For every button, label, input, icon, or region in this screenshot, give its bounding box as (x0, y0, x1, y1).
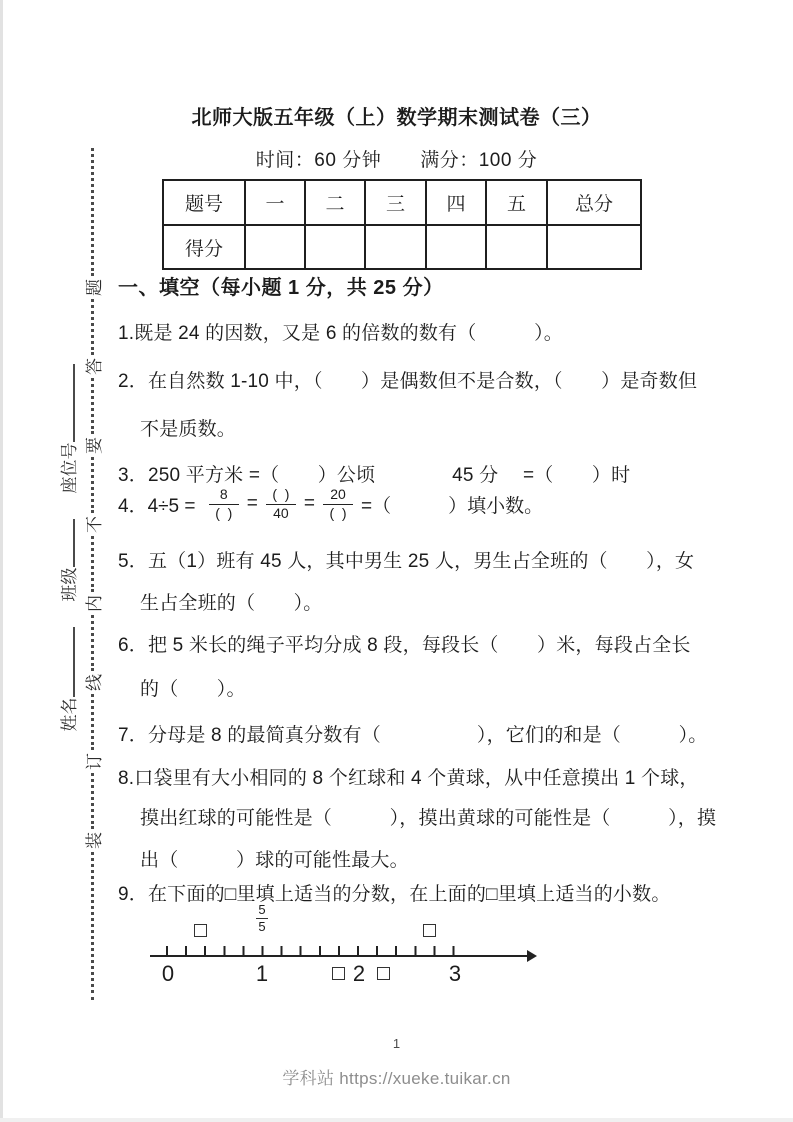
site-watermark-link[interactable]: 学科站 https://xueke.tuikar.cn (282, 1069, 511, 1088)
question-4-prefix: 4．4÷5 = (118, 495, 201, 517)
fraction-denominator: ( ) (329, 504, 347, 521)
binding-char: 线 (84, 674, 104, 691)
fraction-numerator: 20 (330, 486, 346, 503)
section-heading: 一、填空（每小题 1 分，共 25 分） (118, 277, 444, 299)
question-8-line1: 8.口袋里有大小相同的 8 个红球和 4 个黄球，从中任意摸出 1 个球， (118, 768, 699, 789)
score-row-label: 得分 (163, 225, 245, 269)
score-cell (547, 225, 641, 269)
tick-label-1: 1 (255, 961, 269, 986)
col-two: 二 (305, 180, 365, 225)
exam-time-score: 时间：60 分钟 满分：100 分 (255, 150, 538, 171)
question-9: 9．在下面的□里填上适当的分数，在上面的□里填上适当的小数。 (118, 884, 671, 905)
student-info-labels (55, 348, 79, 748)
answer-box-below-left (332, 967, 345, 980)
equals-sign: = (246, 493, 258, 514)
question-2-line1: 2．在自然数 1-10 中，（ ）是偶数但不是合数，（ ）是奇数但 (118, 371, 698, 392)
question-4-suffix: =（ ）填小数。 (361, 495, 544, 517)
question-5-line2: 生占全班的（ ）。 (140, 593, 323, 614)
name-label: 姓名 (59, 697, 79, 732)
fraction-numerator: 8 (219, 486, 228, 503)
question-6-line1: 6．把 5 米长的绳子平均分成 8 段，每段长（ ）米，每段占全长 (118, 635, 691, 656)
page-bottom-edge (0, 1118, 793, 1122)
class-blank-line (73, 520, 75, 568)
score-table-score-row (163, 225, 641, 269)
score-cell (245, 225, 305, 269)
dotted-line-segment (91, 852, 94, 1000)
dotted-line-segment (91, 299, 94, 355)
name-blank-line (73, 628, 75, 698)
tick-label-0: 0 (161, 961, 175, 986)
binding-line (81, 130, 103, 1000)
tick-label-3: 3 (448, 961, 462, 986)
score-table (162, 179, 642, 270)
answer-box-below-right (377, 967, 390, 980)
col-four: 四 (426, 180, 486, 225)
axis-arrowhead-icon (527, 950, 537, 962)
question-3: 3．250 平方米 =（ ）公顷 45 分 =（ ）时 (118, 465, 631, 486)
equals-sign: = (303, 493, 316, 514)
score-cell (305, 225, 365, 269)
binding-char: 不 (84, 516, 104, 533)
number-line-axis (150, 955, 528, 957)
fraction-denominator: ( ) (215, 504, 233, 521)
fraction-20-over-blank (323, 487, 353, 521)
col-five: 五 (486, 180, 547, 225)
dotted-line-segment (91, 378, 94, 434)
col-one: 一 (245, 180, 305, 225)
score-cell (426, 225, 486, 269)
seat-blank-line (73, 365, 75, 443)
dotted-line-segment (91, 773, 94, 829)
dotted-line-segment (91, 694, 94, 750)
col-total: 总分 (547, 180, 641, 225)
dotted-line-segment (91, 457, 94, 513)
fraction-8-over-blank (209, 487, 239, 521)
question-number-header: 题号 (163, 180, 245, 225)
question-1: 1.既是 24 的因数，又是 6 的倍数的数有（ ）。 (118, 323, 563, 344)
dotted-line-segment (91, 615, 94, 671)
tick-label-2: 2 (352, 961, 366, 986)
binding-char: 内 (84, 595, 104, 612)
score-cell (486, 225, 547, 269)
question-5-line1: 5．五（1）班有 45 人，其中男生 25 人，男生占全班的（ ），女 (118, 551, 695, 572)
fraction-numerator: ( ) (272, 486, 290, 503)
col-three: 三 (365, 180, 426, 225)
question-6-line2: 的（ ）。 (140, 679, 246, 700)
fraction-denominator: 40 (273, 504, 289, 521)
question-8-line3: 出（ ）球的可能性最大。 (140, 850, 409, 871)
number-line-figure (150, 903, 570, 1000)
page-title: 北师大版五年级（上）数学期末测试卷（三） (191, 107, 602, 129)
question-8-line2: 摸出红球的可能性是（ ），摸出黄球的可能性是（ ），摸 (140, 808, 717, 829)
binding-char: 订 (84, 753, 104, 770)
binding-char: 要 (84, 437, 104, 454)
binding-char: 题 (84, 279, 104, 296)
fraction-numerator: 5 (258, 902, 266, 917)
dotted-line-segment (91, 536, 94, 592)
fraction-five-fifths (256, 903, 268, 933)
question-2-line2: 不是质数。 (140, 419, 237, 440)
class-label: 班级 (59, 567, 79, 602)
binding-char: 装 (84, 832, 104, 849)
seat-label: 座位号 (59, 442, 79, 494)
page-number: 1 (392, 1036, 401, 1051)
answer-box-above-right (423, 924, 436, 937)
score-cell (365, 225, 426, 269)
fraction-denominator: 5 (258, 918, 266, 934)
fraction-blank-over-40 (266, 487, 296, 521)
question-4 (118, 479, 543, 529)
binding-char: 答 (84, 358, 104, 375)
question-7: 7．分母是 8 的最简真分数有（ ），它们的和是（ ）。 (118, 725, 708, 746)
answer-box-above-left (194, 924, 207, 937)
score-table-header-row (163, 180, 641, 225)
